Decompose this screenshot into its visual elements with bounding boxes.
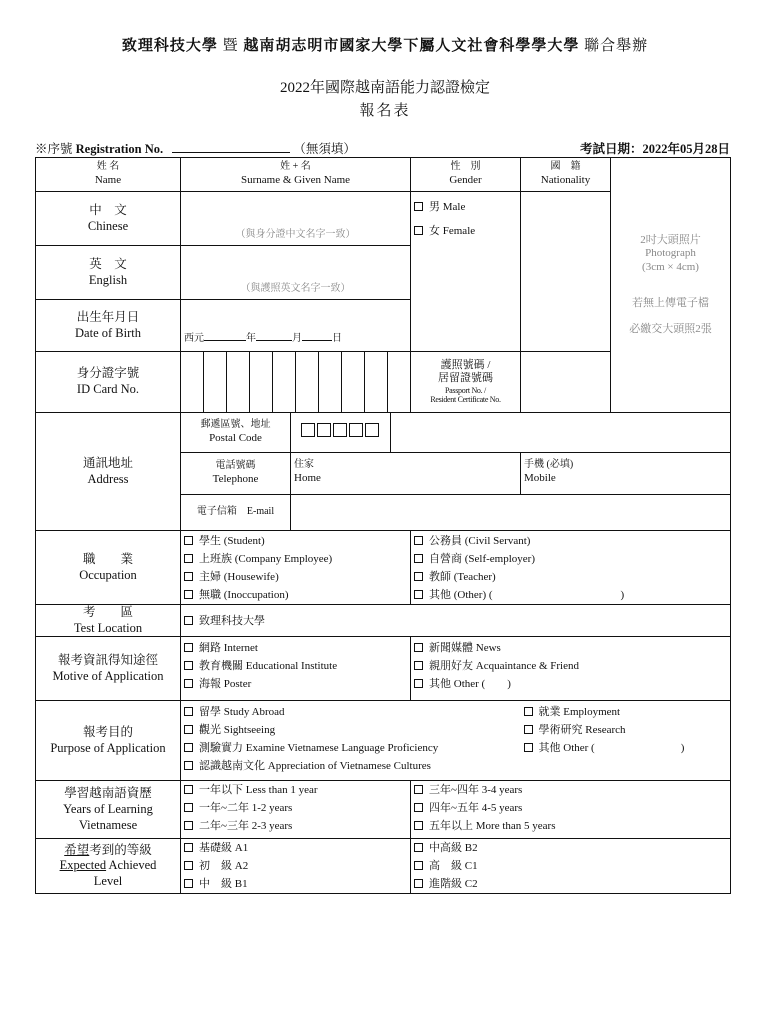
purpose-options-right <box>521 701 731 781</box>
level-label: 希望考到的等級 Expected Achieved Level <box>36 839 181 894</box>
occupation-option[interactable]: 教師 (Teacher) <box>414 568 727 586</box>
surname-header-cell: 姓 + 名 Surname & Given Name <box>181 158 411 192</box>
email-label: 電子信箱 E-mail <box>181 495 291 531</box>
form-subtitle: 報名表 <box>359 103 411 119</box>
occupation-options-left <box>181 531 411 605</box>
registration-note: （無須填） <box>293 142 356 156</box>
dob-label: 出生年月日 Date of Birth <box>36 300 181 352</box>
purpose-option[interactable]: 學術研究 Research <box>524 721 728 739</box>
nationality-header-cell: 國 籍 Nationality <box>521 158 611 192</box>
form-title: 2022年國際越南語能力認證檢定 <box>279 80 490 96</box>
registration-label: Registration No. <box>75 142 164 156</box>
purpose-label: 報考目的 Purpose of Application <box>36 701 181 781</box>
years-option[interactable]: 一年~二年 1-2 years <box>184 799 407 817</box>
location-option[interactable]: 致理科技大學 <box>184 612 727 630</box>
level-option[interactable]: 中 級 B1 <box>184 875 407 893</box>
checkbox[interactable] <box>414 226 423 235</box>
postal-label: 郵遞區號、地址 Postal Code <box>181 413 291 453</box>
level-option[interactable]: 進階級 C2 <box>414 875 727 893</box>
years-option[interactable]: 二年~三年 2-3 years <box>184 817 407 835</box>
dob-field[interactable]: 西元 年 月 日 <box>181 300 411 352</box>
occupation-option[interactable]: 主婦 (Housewife) <box>184 568 407 586</box>
motive-option[interactable]: 海報 Poster <box>184 675 407 693</box>
motive-label: 報考資訊得知途徑 Motive of Application <box>36 637 181 701</box>
purpose-option[interactable]: 觀光 Sightseeing <box>184 721 518 739</box>
nationality-field[interactable] <box>521 192 611 352</box>
gender-female-option[interactable]: 女 Female <box>414 222 517 240</box>
idcard-label: 身分證字號 ID Card No. <box>36 352 181 413</box>
occupation-options-right <box>411 531 731 605</box>
years-options-left <box>181 781 411 839</box>
mobile-phone-field[interactable]: 手機 (必填) Mobile <box>521 453 731 495</box>
years-label: 學習越南語資歷 Years of Learning Vietnamese <box>36 781 181 839</box>
motive-option[interactable]: 網路 Internet <box>184 639 407 657</box>
registration-form <box>35 157 731 894</box>
motive-option[interactable]: 新聞媒體 News <box>414 639 727 657</box>
photo-box[interactable]: 2吋大頭照片 Photograph (3cm × 4cm) 若無上傳電子檔 必繳交大頭照2張 <box>611 158 731 413</box>
chinese-name-field[interactable]: （與身分證中文名字一致） <box>181 192 411 246</box>
telephone-label: 電話號碼 Telephone <box>181 453 291 495</box>
level-options-left <box>181 839 411 894</box>
checkbox[interactable] <box>414 202 423 211</box>
motive-option[interactable]: 親朋好友 Acquaintance & Friend <box>414 657 727 675</box>
gender-header-cell: 性 別 Gender <box>411 158 521 192</box>
gender-options <box>411 192 521 352</box>
occupation-option-other[interactable]: 其他 (Other) ( ) <box>414 586 727 604</box>
years-option[interactable]: 一年以下 Less than 1 year <box>184 781 407 799</box>
purpose-option[interactable]: 測驗實力 Examine Vietnamese Language Proficiency <box>184 739 518 757</box>
level-option[interactable]: 高 級 C1 <box>414 857 727 875</box>
org-primary: 致理科技大學 <box>121 38 218 54</box>
years-options-right <box>411 781 731 839</box>
occupation-option[interactable]: 學生 (Student) <box>184 532 407 550</box>
registration-line <box>35 139 730 157</box>
location-options <box>181 605 731 637</box>
home-phone-field[interactable]: 住家 Home <box>291 453 521 495</box>
years-option[interactable]: 五年以上 More than 5 years <box>414 817 727 835</box>
motive-option[interactable]: 教育機關 Educational Institute <box>184 657 407 675</box>
purpose-option[interactable]: 認識越南文化 Appreciation of Vietnamese Cultures <box>184 757 518 775</box>
address-label: 通訊地址 Address <box>36 413 181 531</box>
english-name-field[interactable]: （與護照英文名字一致） <box>181 246 411 300</box>
level-option[interactable]: 中高級 B2 <box>414 839 727 857</box>
email-field[interactable] <box>291 495 731 531</box>
exam-date: 考試日期：2022年05月28日 <box>579 142 730 156</box>
passport-label: 護照號碼 / 居留證號碼 Passport No. / Resident Certificate No. <box>411 352 521 413</box>
level-option[interactable]: 初 級 A2 <box>184 857 407 875</box>
gender-male-option[interactable]: 男 Male <box>414 198 517 216</box>
english-label: 英 文 English <box>36 246 181 300</box>
location-label: 考 區 Test Location <box>36 605 181 637</box>
purpose-option-other[interactable]: 其他 Other ( ) <box>524 739 728 757</box>
motive-option[interactable]: 其他 Other ( ) <box>414 675 727 693</box>
occupation-option[interactable]: 無職 (Inoccupation) <box>184 586 407 604</box>
level-options-right <box>411 839 731 894</box>
registration-prefix: ※序號 <box>35 142 73 156</box>
occupation-option[interactable]: 自營商 (Self-employer) <box>414 550 727 568</box>
idcard-field[interactable] <box>181 352 411 413</box>
years-option[interactable]: 四年~五年 4-5 years <box>414 799 727 817</box>
header-suffix: 聯合舉辦 <box>584 38 649 54</box>
motive-options-right <box>411 637 731 701</box>
purpose-option[interactable]: 留學 Study Abroad <box>184 703 518 721</box>
purpose-option[interactable]: 就業 Employment <box>524 703 728 721</box>
years-option[interactable]: 三年~四年 3-4 years <box>414 781 727 799</box>
chinese-label: 中 文 Chinese <box>36 192 181 246</box>
org-secondary: 越南胡志明市國家大學下屬人文社會科學學大學 <box>243 38 580 54</box>
page-header <box>0 34 770 55</box>
name-header-cell: 姓 名 Name <box>36 158 181 192</box>
postal-code-boxes[interactable] <box>291 413 391 453</box>
passport-field[interactable] <box>521 352 611 413</box>
occupation-label: 職 業 Occupation <box>36 531 181 605</box>
purpose-options-left <box>181 701 521 781</box>
level-option[interactable]: 基礎級 A1 <box>184 839 407 857</box>
occupation-option[interactable]: 公務員 (Civil Servant) <box>414 532 727 550</box>
address-field[interactable] <box>391 413 731 453</box>
motive-options-left <box>181 637 411 701</box>
registration-number-field[interactable] <box>172 141 290 153</box>
occupation-option[interactable]: 上班族 (Company Employee) <box>184 550 407 568</box>
header-separator: 暨 <box>222 38 239 54</box>
